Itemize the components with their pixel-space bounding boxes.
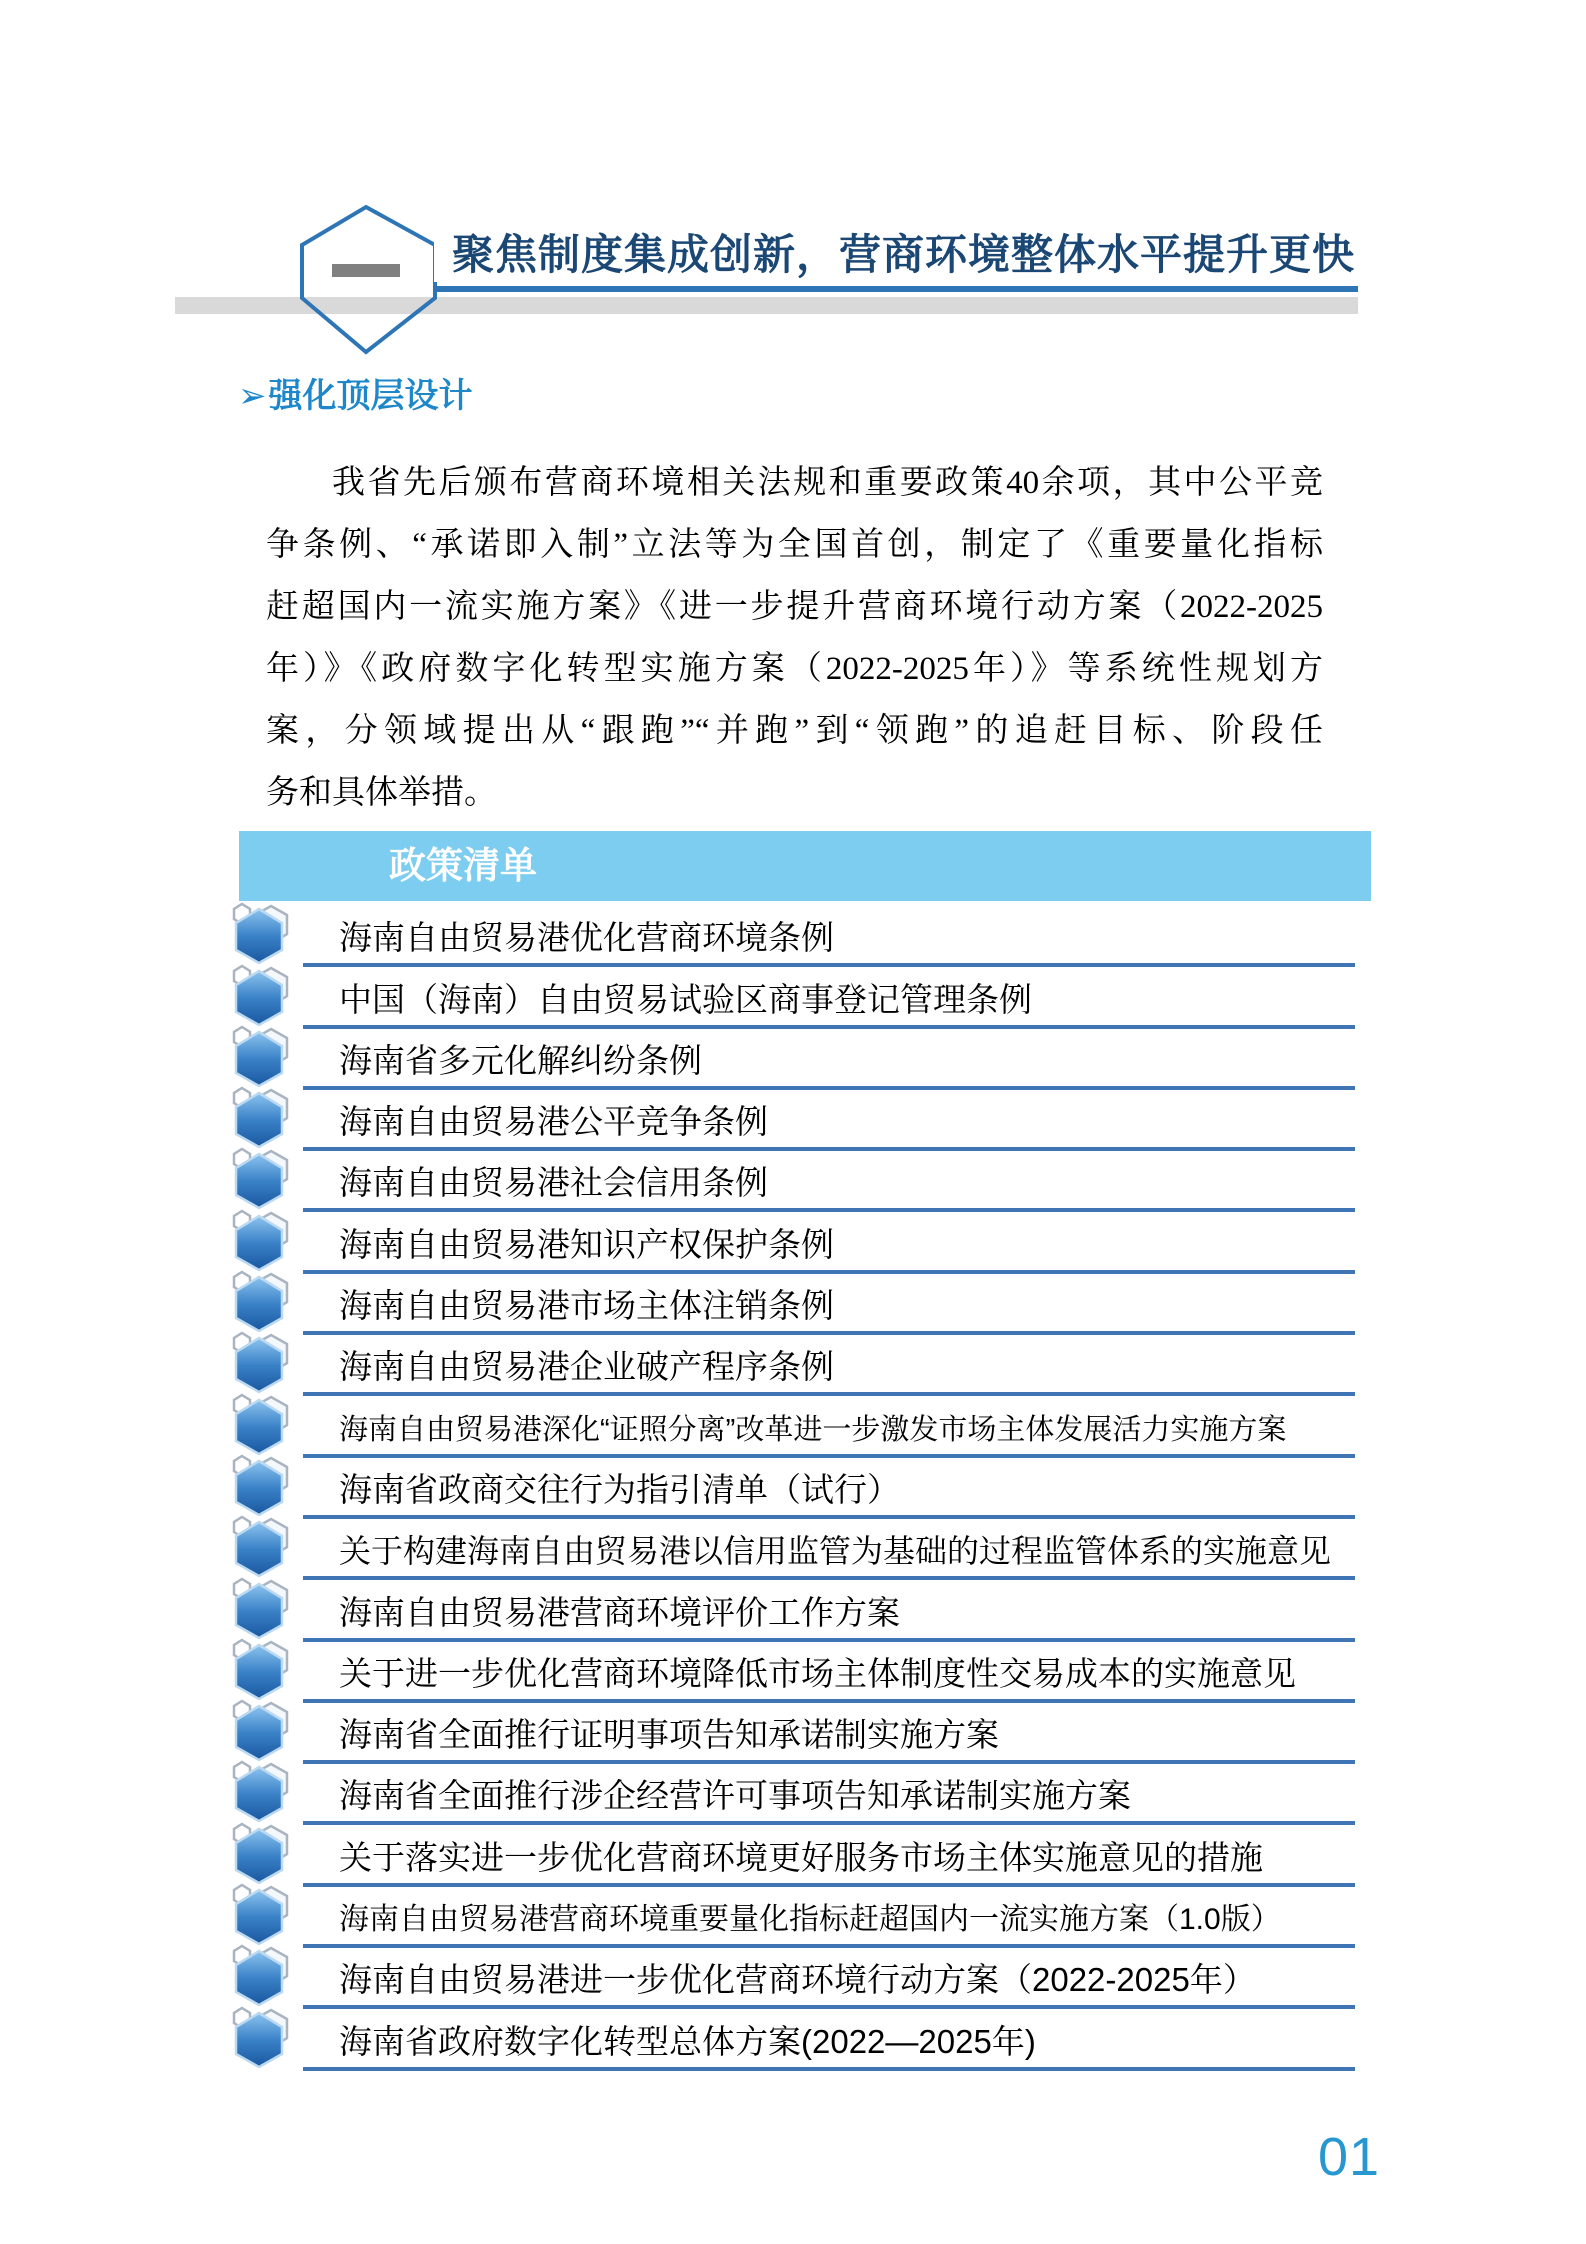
hexagon-bullet-icon [231,1576,289,1640]
policy-item-label: 海南自由贸易港优化营商环境条例 [339,919,834,957]
policy-item-underline [303,1707,1355,1764]
policy-item-label: 海南自由贸易港市场主体注销条例 [339,1287,834,1325]
hexagon-bullet-icon [231,1943,289,2007]
policy-item [231,1519,1355,1580]
policy-item-label: 海南自由贸易港进一步优化营商环境行动方案（2022-2025年） [339,1961,1256,1999]
hexagon-bullet-icon [231,1821,289,1885]
policy-bullet [231,2005,289,2074]
policy-bullet [231,1392,289,1461]
policy-bullet [231,1514,289,1583]
paragraph-line: 争条例、“承诺即入制”立法等为全国首创，制定了《重要量化指标 [266,527,1323,563]
hexagon-bullet-icon [231,1882,289,1946]
policy-item-underline [303,910,1355,967]
policy-item-label: 海南省全面推行涉企经营许可事项告知承诺制实施方案 [339,1777,1131,1815]
policy-item-label: 海南自由贸易港知识产权保护条例 [339,1225,834,1263]
policy-item-label: 中国（海南）自由贸易试验区商事登记管理条例 [339,980,1032,1018]
policy-bullet [231,1269,289,1338]
policy-bullet [231,1453,289,1522]
hexagon-bullet-icon [231,1024,289,1088]
policy-item [231,2009,1355,2070]
hexagon-bullet-icon [231,1392,289,1456]
policy-item [231,1090,1355,1151]
policy-item-label: 关于落实进一步优化营商环境更好服务市场主体实施意见的措施 [339,1838,1263,1876]
policy-item-underline [303,1278,1355,1335]
subheading [238,368,473,417]
subheading-label: 强化顶层设计 [268,377,473,415]
policy-item-label: 海南自由贸易港营商环境评价工作方案 [339,1593,900,1631]
paragraph-line: 赶超国内一流实施方案》《进一步提升营商环境行动方案（2022-2025 [266,589,1323,625]
policy-item-underline [303,971,1355,1028]
policy-item-underline [303,1339,1355,1396]
paragraph-line: 我省先后颁布营商环境相关法规和重要政策40余项，其中公平竞 [332,465,1323,501]
policy-item-label: 海南自由贸易港社会信用条例 [339,1164,768,1202]
policy-item [231,1948,1355,2009]
policy-item-label: 海南省政商交往行为指引清单（试行） [339,1470,900,1508]
page-title: 聚焦制度集成创新，营商环境整体水平提升更快 [452,231,1356,278]
policy-bullet [231,1882,289,1951]
hexagon-bullet-icon [231,2005,289,2069]
paragraph-line: 案，分领域提出从“跟跑”“并跑”到“领跑”的追赶目标、阶段任 [266,713,1323,749]
hexagon-bullet-icon [231,1208,289,1272]
policy-bullet [231,1698,289,1767]
policy-item-underline [303,1033,1355,1090]
policy-item [231,1029,1355,1090]
policy-bullet [231,1024,289,1093]
policy-item [231,1212,1355,1273]
policy-item [231,1887,1355,1948]
policy-item-label: 海南自由贸易港营商环境重要量化指标赶超国内一流实施方案（1.0版） [339,1903,1281,1937]
section-number-dash [332,264,400,277]
policy-item-underline [303,1523,1355,1580]
policy-item-underline [303,2013,1355,2070]
policy-item-underline [303,1768,1355,1825]
policy-item-underline [303,1400,1355,1457]
policy-bullet [231,1085,289,1154]
paragraph [266,452,1323,824]
hexagon-bullet-icon [231,901,289,965]
policy-item-label: 海南省多元化解纠纷条例 [339,1041,702,1079]
policy-item-underline [303,1646,1355,1703]
policy-item [231,1642,1355,1703]
policy-item [231,1458,1355,1519]
policy-item [231,1396,1355,1457]
policy-item-label: 关于进一步优化营商环境降低市场主体制度性交易成本的实施意见 [339,1654,1296,1692]
policy-item [231,1151,1355,1212]
policy-bullet [231,1576,289,1645]
policy-item [231,1335,1355,1396]
hexagon-bullet-icon [231,1330,289,1394]
policy-bullet [231,1943,289,2012]
policy-item [231,1764,1355,1825]
hexagon-bullet-icon [231,1698,289,1762]
policy-item-label: 关于构建海南自由贸易港以信用监管为基础的过程监管体系的实施意见 [339,1533,1332,1570]
hexagon-bullet-icon [231,1085,289,1149]
policy-bullet [231,1821,289,1890]
policy-item-underline [303,1216,1355,1273]
policy-bullet [231,901,289,970]
policy-item-label: 海南自由贸易港企业破产程序条例 [339,1348,834,1386]
policy-item [231,906,1355,967]
hexagon-bullet-icon [231,1637,289,1701]
policy-bullet [231,1637,289,1706]
policy-item-underline [303,1952,1355,2009]
policy-item [231,1580,1355,1641]
policy-item [231,1703,1355,1764]
policy-item-underline [303,1462,1355,1519]
policy-item-label: 海南自由贸易港深化“证照分离”改革进一步激发市场主体发展活力实施方案 [339,1413,1287,1446]
hexagon-bullet-icon [231,1146,289,1210]
policy-item-label: 海南省全面推行证明事项告知承诺制实施方案 [339,1716,999,1754]
paragraph-line: 务和具体举措。 [266,775,497,811]
policy-item-underline [303,1094,1355,1151]
title-underline-rule [433,286,1358,292]
policy-bullet [231,1146,289,1215]
policy-item-label: 海南自由贸易港公平竞争条例 [339,1103,768,1141]
paragraph-line: 年）》《政府数字化转型实施方案（2022-2025年）》等系统性规划方 [266,651,1323,687]
policy-bullet [231,1330,289,1399]
arrow-marker-icon: ➢ [238,377,267,415]
hexagon-bullet-icon [231,1759,289,1823]
policy-bullet [231,1208,289,1277]
policy-item-underline [303,1891,1355,1948]
page-number: 01 [1318,2127,1381,2187]
policy-item [231,967,1355,1028]
policy-bullet [231,1759,289,1828]
hexagon-bullet-icon [231,1269,289,1333]
policy-list [231,906,1355,2071]
hexagon-bullet-icon [231,963,289,1027]
section-hexagon-icon [296,198,442,358]
policy-item-underline [303,1155,1355,1212]
policy-item-underline [303,1584,1355,1641]
policy-list-header-band [239,831,1371,901]
policy-list-header: 政策清单 [389,845,537,886]
policy-item-underline [303,1829,1355,1886]
hexagon-bullet-icon [231,1453,289,1517]
hexagon-bullet-icon [231,1514,289,1578]
policy-item [231,1825,1355,1886]
policy-bullet [231,963,289,1032]
policy-item [231,1274,1355,1335]
policy-item-label: 海南省政府数字化转型总体方案(2022—2025年) [339,2022,1036,2060]
